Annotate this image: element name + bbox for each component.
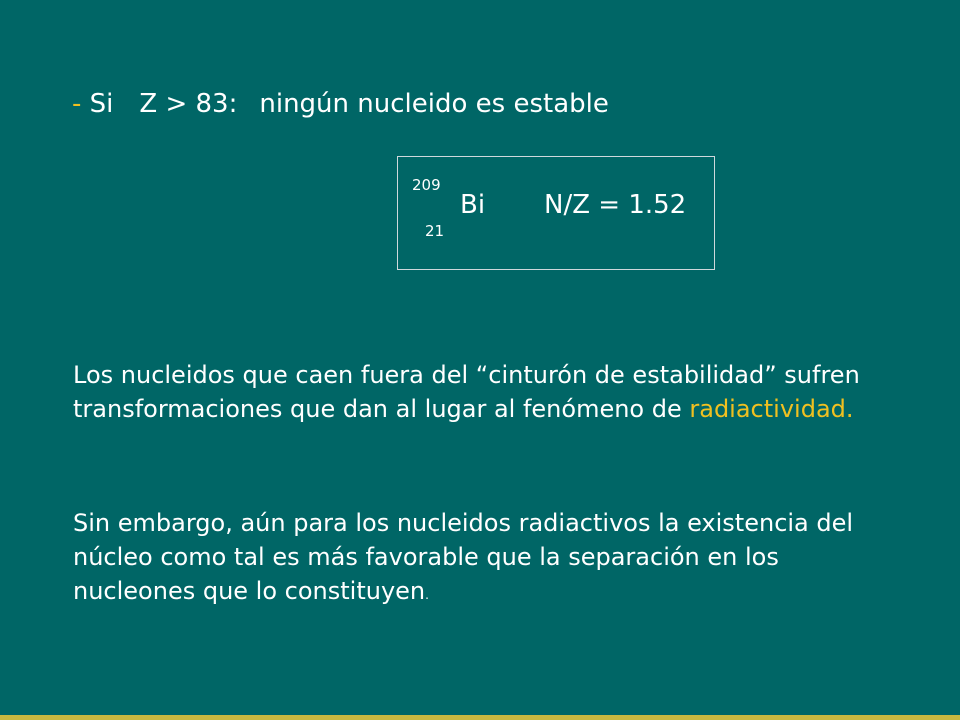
paragraph-nucleus-favorable [73,506,893,612]
bullet-dash: - [72,89,82,119]
si-word: Si [89,89,114,119]
paragraph-2-text: Sin embargo, aún para los nucleidos radiactivos la existencia del núcleo como tal es más favorable que la separación en los nucleones que lo constituyen [73,509,854,605]
z-symbol: Z [139,89,158,119]
statement-text: ningún nucleido es estable [259,89,609,119]
nz-ratio: N/Z = 1.52 [544,190,687,220]
element-symbol: Bi [460,190,486,220]
bottom-accent-bar [0,715,960,720]
stability-condition-line [72,86,609,122]
mass-number: 209 [412,176,441,194]
paragraph-2-end: . [425,588,429,602]
isotope-box [397,156,715,270]
radioactivity-term: radiactividad. [689,395,854,423]
atomic-number: 21 [425,222,445,240]
paragraph-1-text: Los nucleidos que caen fuera del “cinturón de estabilidad” sufren transformaciones que dan al lugar al fenómeno de [73,361,860,423]
paragraph-stability-belt [73,358,893,426]
condition-text: > 83: [165,89,238,119]
